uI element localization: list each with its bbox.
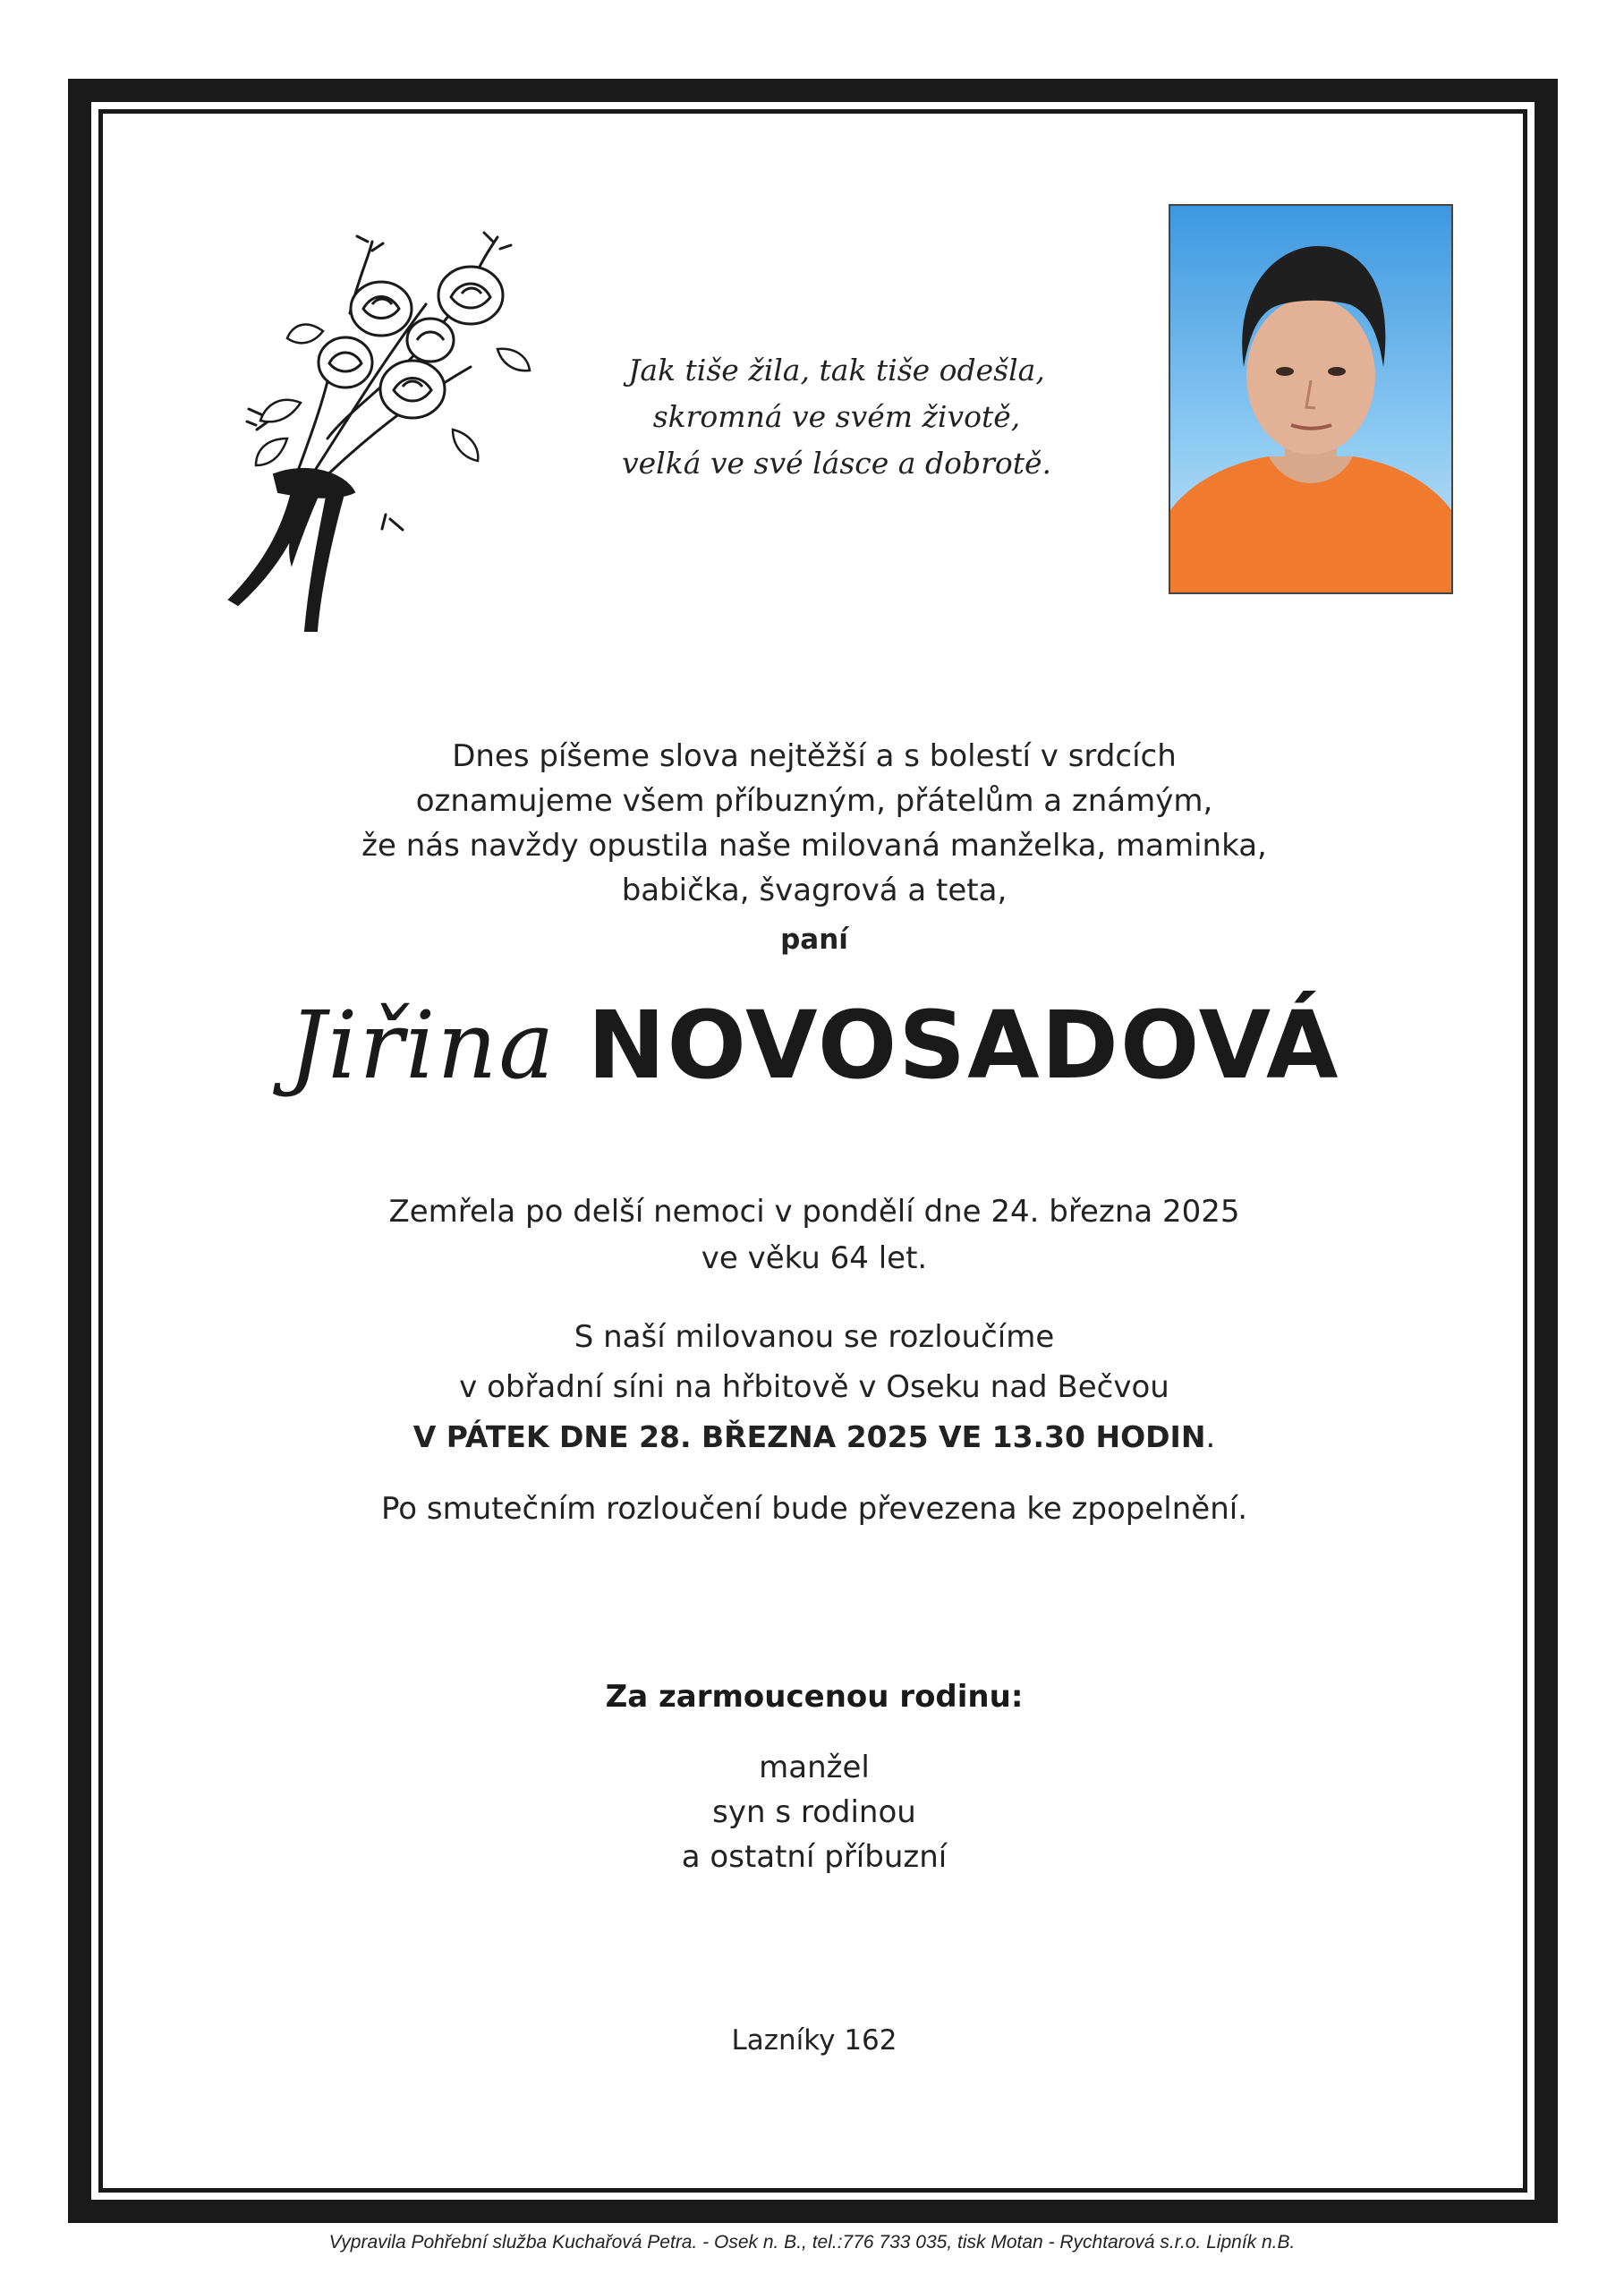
death-details [215,1188,1414,1282]
ceremony-line: S naší milovanou se rozloučíme [574,1319,1055,1355]
death-announcement [215,734,1414,913]
announcement-line: oznamujeme všem příbuzným, přátelům a známým, [415,783,1213,819]
family-member: syn s rodinou [712,1794,916,1830]
portrait-photo [1169,204,1453,594]
ceremony-datetime: V PÁTEK DNE 28. BŘEZNA 2025 VE 13.30 HODIN [412,1419,1206,1454]
poem-line: skromná ve svém životě, [652,399,1021,434]
memorial-poem [555,347,1118,487]
ceremony-details [179,1312,1450,1462]
address: Lazníky 162 [731,2024,897,2057]
family-heading: Za zarmoucenou rodinu: [605,1679,1024,1715]
deceased-name [143,983,1485,1108]
funeral-service-footer: Vypravila Pohřební služba Kuchařová Petra. - Osek n. B., tel.:776 733 035, tisk Motan - Rychtarová s.r.o. Lipník n.B. [328,2232,1296,2253]
deceased-first-name: Jiřina [288,991,557,1100]
death-line: Zemřela po delší nemoci v pondělí dne 24. března 2025 [388,1194,1240,1230]
ceremony-line: v obřadní síni na hřbitově v Oseku nad Bečvou [459,1369,1169,1405]
family-members [215,1745,1414,1879]
rose-bouquet-icon [202,224,542,644]
ceremony-datetime-suffix: . [1205,1419,1216,1455]
announcement-line: Dnes píšeme slova nejtěžší a s bolestí v srdcích [452,738,1177,774]
announcement-line: babička, švagrová a teta, [621,873,1008,908]
honorific: paní [780,924,848,956]
announcement-line: že nás navždy opustila naše milovaná manželka, maminka, [361,828,1267,864]
cremation-note: Po smutečním rozloučení bude převezena ke zpopelnění. [380,1491,1248,1527]
family-member: a ostatní příbuzní [681,1839,948,1875]
family-member: manžel [759,1750,870,1785]
deceased-last-name: NOVOSADOVÁ [587,991,1340,1100]
death-line: ve věku 64 let. [701,1240,928,1276]
poem-line: velká ve své lásce a dobrotě. [621,446,1051,481]
poem-line: Jak tiše žila, tak tiše odešla, [628,353,1045,388]
ceremony-datetime-row [179,1412,1450,1462]
